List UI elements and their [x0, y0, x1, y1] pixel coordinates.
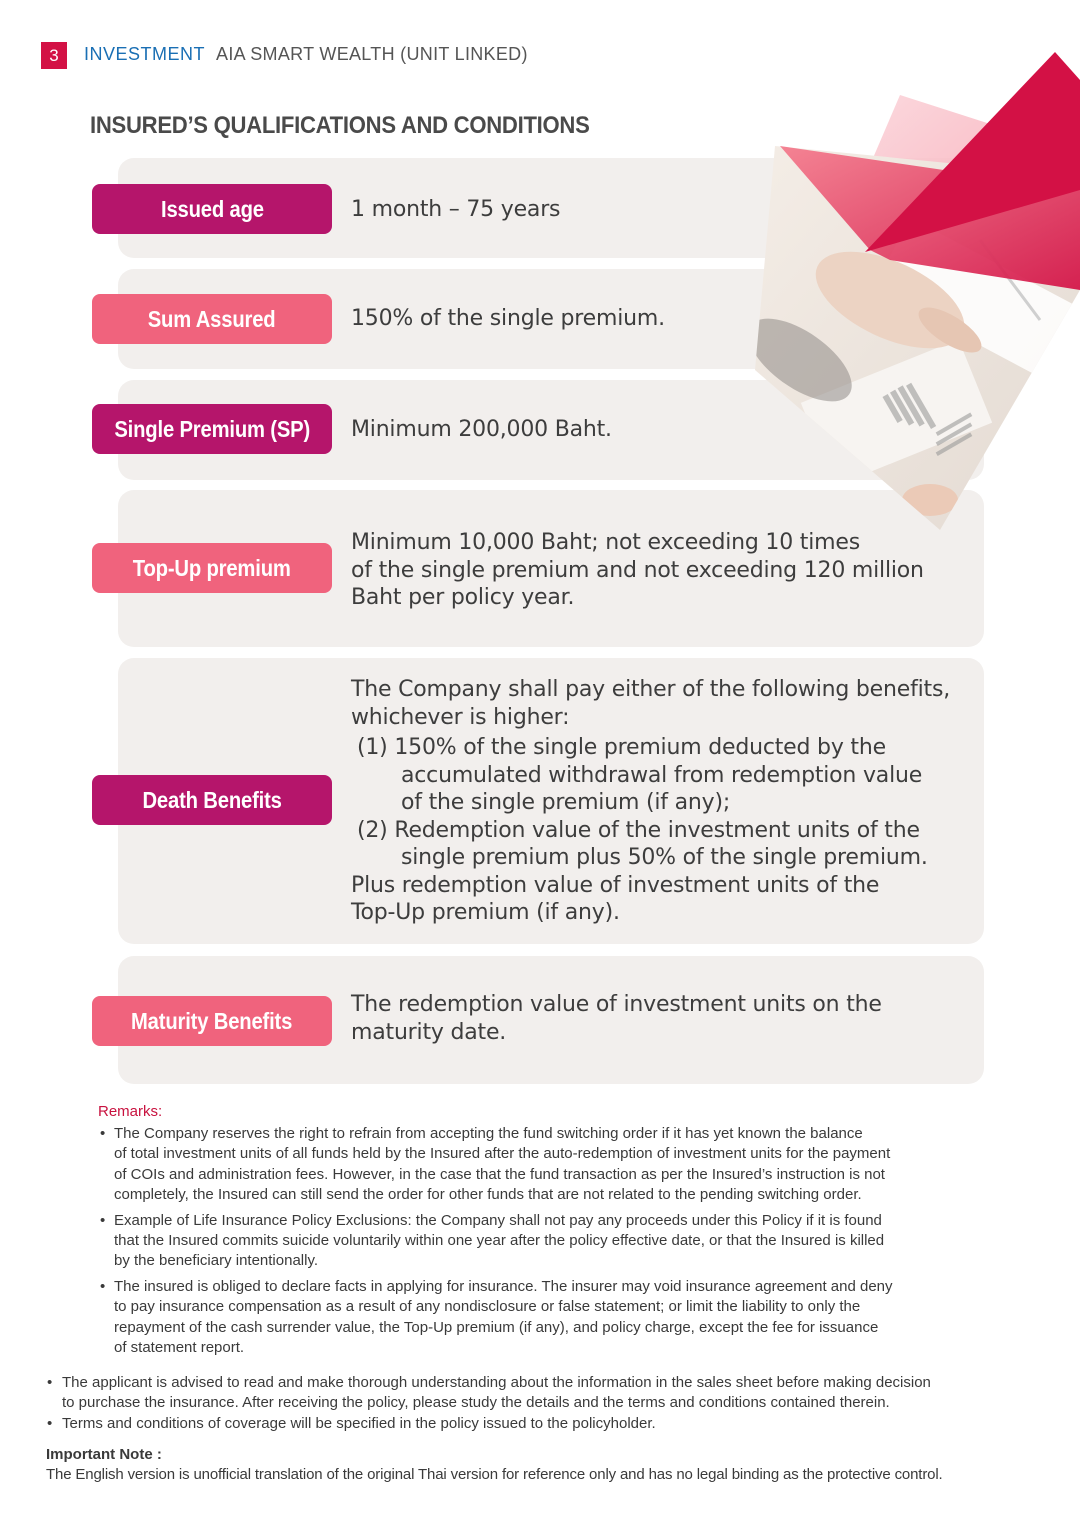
page-number: 3: [41, 42, 67, 69]
label-death-benefits: Death Benefits: [92, 775, 332, 825]
remarks-title: Remarks:: [98, 1103, 163, 1120]
header-product: AIA SMART WEALTH (UNIT LINKED): [216, 44, 528, 64]
header-category: INVESTMENT: [84, 44, 206, 64]
remarks-item: • The Company reserves the right to refrain from accepting the fund switching order if it has yet known the balance of total investment units of all funds held by the Insured after the auto-redemption of investment units for the payment of COIs and administration fees. However, in the case that the fund transaction as per the Insured’s instruction is not completely, the Insured can still send the order for other funds that are not related to the pending switching order.: [98, 1124, 1038, 1206]
header-breadcrumb: [84, 44, 528, 65]
label-top-up-premium: Top-Up premium: [92, 543, 332, 593]
note-item: • The applicant is advised to read and make thorough understanding about the information in the sales sheet before making decision to purchase the insurance. After receiving the policy, please study the details and the terms and conditions contained therein.: [46, 1373, 1056, 1414]
value-death-benefits: The Company shall pay either of the following benefits, whichever is higher: (1) 150% of the single premium deducted by the accumulated withdrawal from redemption value of the single premium (if any); (2) Redemption value of the investment units of the single premium plus 50% of the single premium. Plus redemption value of investment units of the Top-Up premium (if any).: [351, 677, 951, 925]
value-issued-age: 1 month – 75 years: [351, 197, 561, 222]
label-single-premium: Single Premium (SP): [92, 404, 332, 454]
decorative-hands-chart-image: [740, 40, 1080, 540]
remarks-item: • The insured is obliged to declare facts in applying for insurance. The insurer may void insurance agreement and deny to pay insurance compensation as a result of any nondisclosure or false statement; or limit the liability to only the repayment of the cash surrender value, the Top-Up premium (if any), and policy charge, except the fee for issuance of statement report.: [98, 1277, 1038, 1359]
label-sum-assured: Sum Assured: [92, 294, 332, 344]
remarks-list: [98, 1124, 1038, 1363]
note-item: • Terms and conditions of coverage will be specified in the policy issued to the policyholder.: [46, 1414, 1056, 1434]
value-sum-assured: 150% of the single premium.: [351, 306, 665, 331]
value-top-up-premium: Minimum 10,000 Baht; not exceeding 10 times of the single premium and not exceeding 120 million Baht per policy year.: [351, 530, 924, 610]
remarks-item: • Example of Life Insurance Policy Exclusions: the Company shall not pay any proceeds under this Policy if it is found that the Insured commits suicide voluntarily within one year after the policy effective date, or that the Insured is killed by the beneficiary intentionally.: [98, 1211, 1038, 1272]
general-notes: [46, 1373, 1056, 1434]
label-issued-age: Issued age: [92, 184, 332, 234]
value-maturity-benefits: The redemption value of investment units on the maturity date.: [351, 992, 882, 1045]
label-maturity-benefits: Maturity Benefits: [92, 996, 332, 1046]
important-note-title: Important Note :: [46, 1446, 162, 1463]
section-title: INSURED’S QUALIFICATIONS AND CONDITIONS: [90, 112, 590, 139]
important-note-text: The English version is unofficial translation of the original Thai version for reference only and has no legal binding as the protective control.: [46, 1466, 943, 1483]
value-single-premium: Minimum 200,000 Baht.: [351, 417, 612, 442]
